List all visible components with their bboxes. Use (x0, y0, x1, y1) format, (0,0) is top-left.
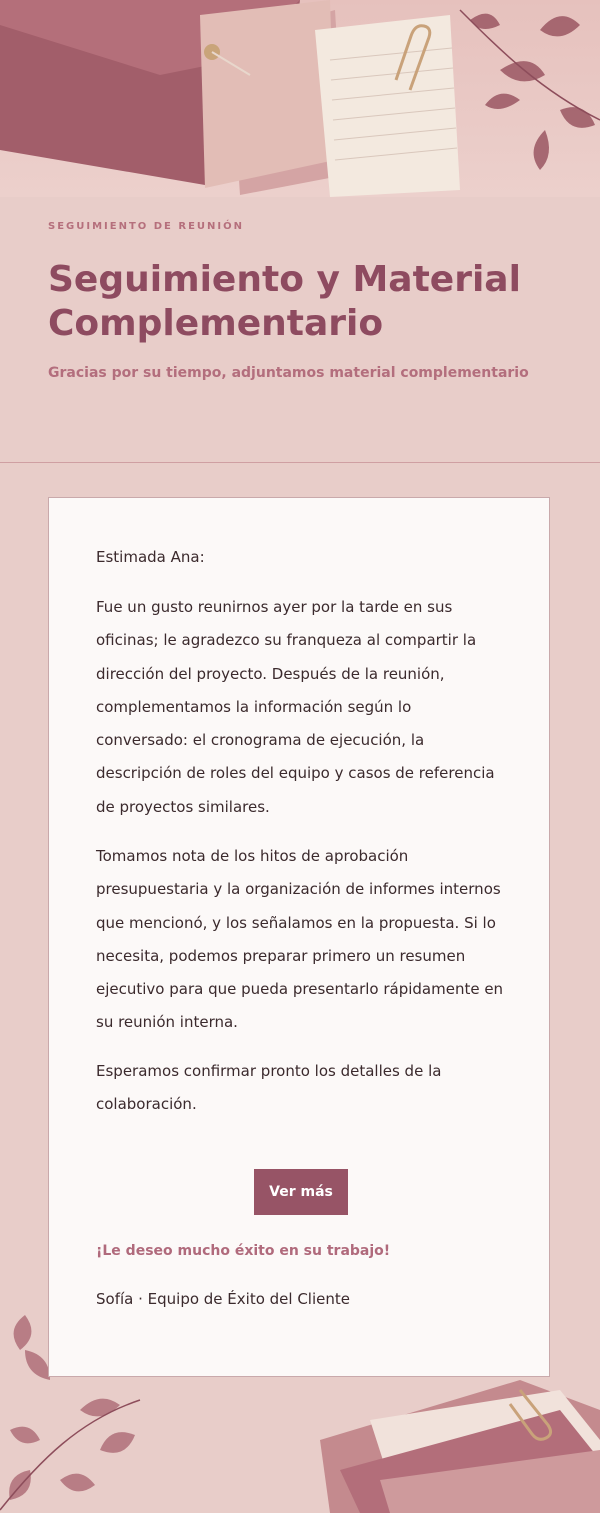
greeting: Estimada Ana: (96, 548, 205, 566)
leaf-branch-illustration (470, 14, 595, 170)
closing-line: ¡Le deseo mucho éxito en su trabajo! (96, 1243, 391, 1259)
signature: Sofía · Equipo de Éxito del Cliente (96, 1290, 350, 1308)
ver-mas-button[interactable]: Ver más (254, 1169, 348, 1215)
page-title: Seguimiento y Material Complementario (48, 259, 521, 344)
header-illustration (0, 0, 600, 197)
eyebrow-label: SEGUIMIENTO DE REUNIÓN (48, 221, 244, 232)
page-subtitle: Gracias por su tiempo, adjuntamos material complementario (48, 365, 529, 381)
paragraph-3: Esperamos confirmar pronto los detalles de la colaboración. (96, 1062, 442, 1114)
paragraph-1: Fue un gusto reunirnos ayer por la tarde en sus oficinas; le agradezco su franqueza al compartir la dirección del proyecto. Después de la reunión, complementamos la información según lo conversado: el cronograma de ejecución, la descripción de roles del equipo y casos de referencia de proyectos similares. (96, 598, 495, 816)
paragraph-2: Tomamos nota de los hitos de aprobación presupuestaria y la organización de informes internos que mencionó, y los señalamos en la propuesta. Si lo necesita, podemos preparar primero un resumen ejecutivo para que pueda presentarlo rápidamente en su reunión interna. (96, 847, 504, 1032)
envelope-illustration (0, 0, 600, 197)
letter-card (48, 497, 550, 1377)
